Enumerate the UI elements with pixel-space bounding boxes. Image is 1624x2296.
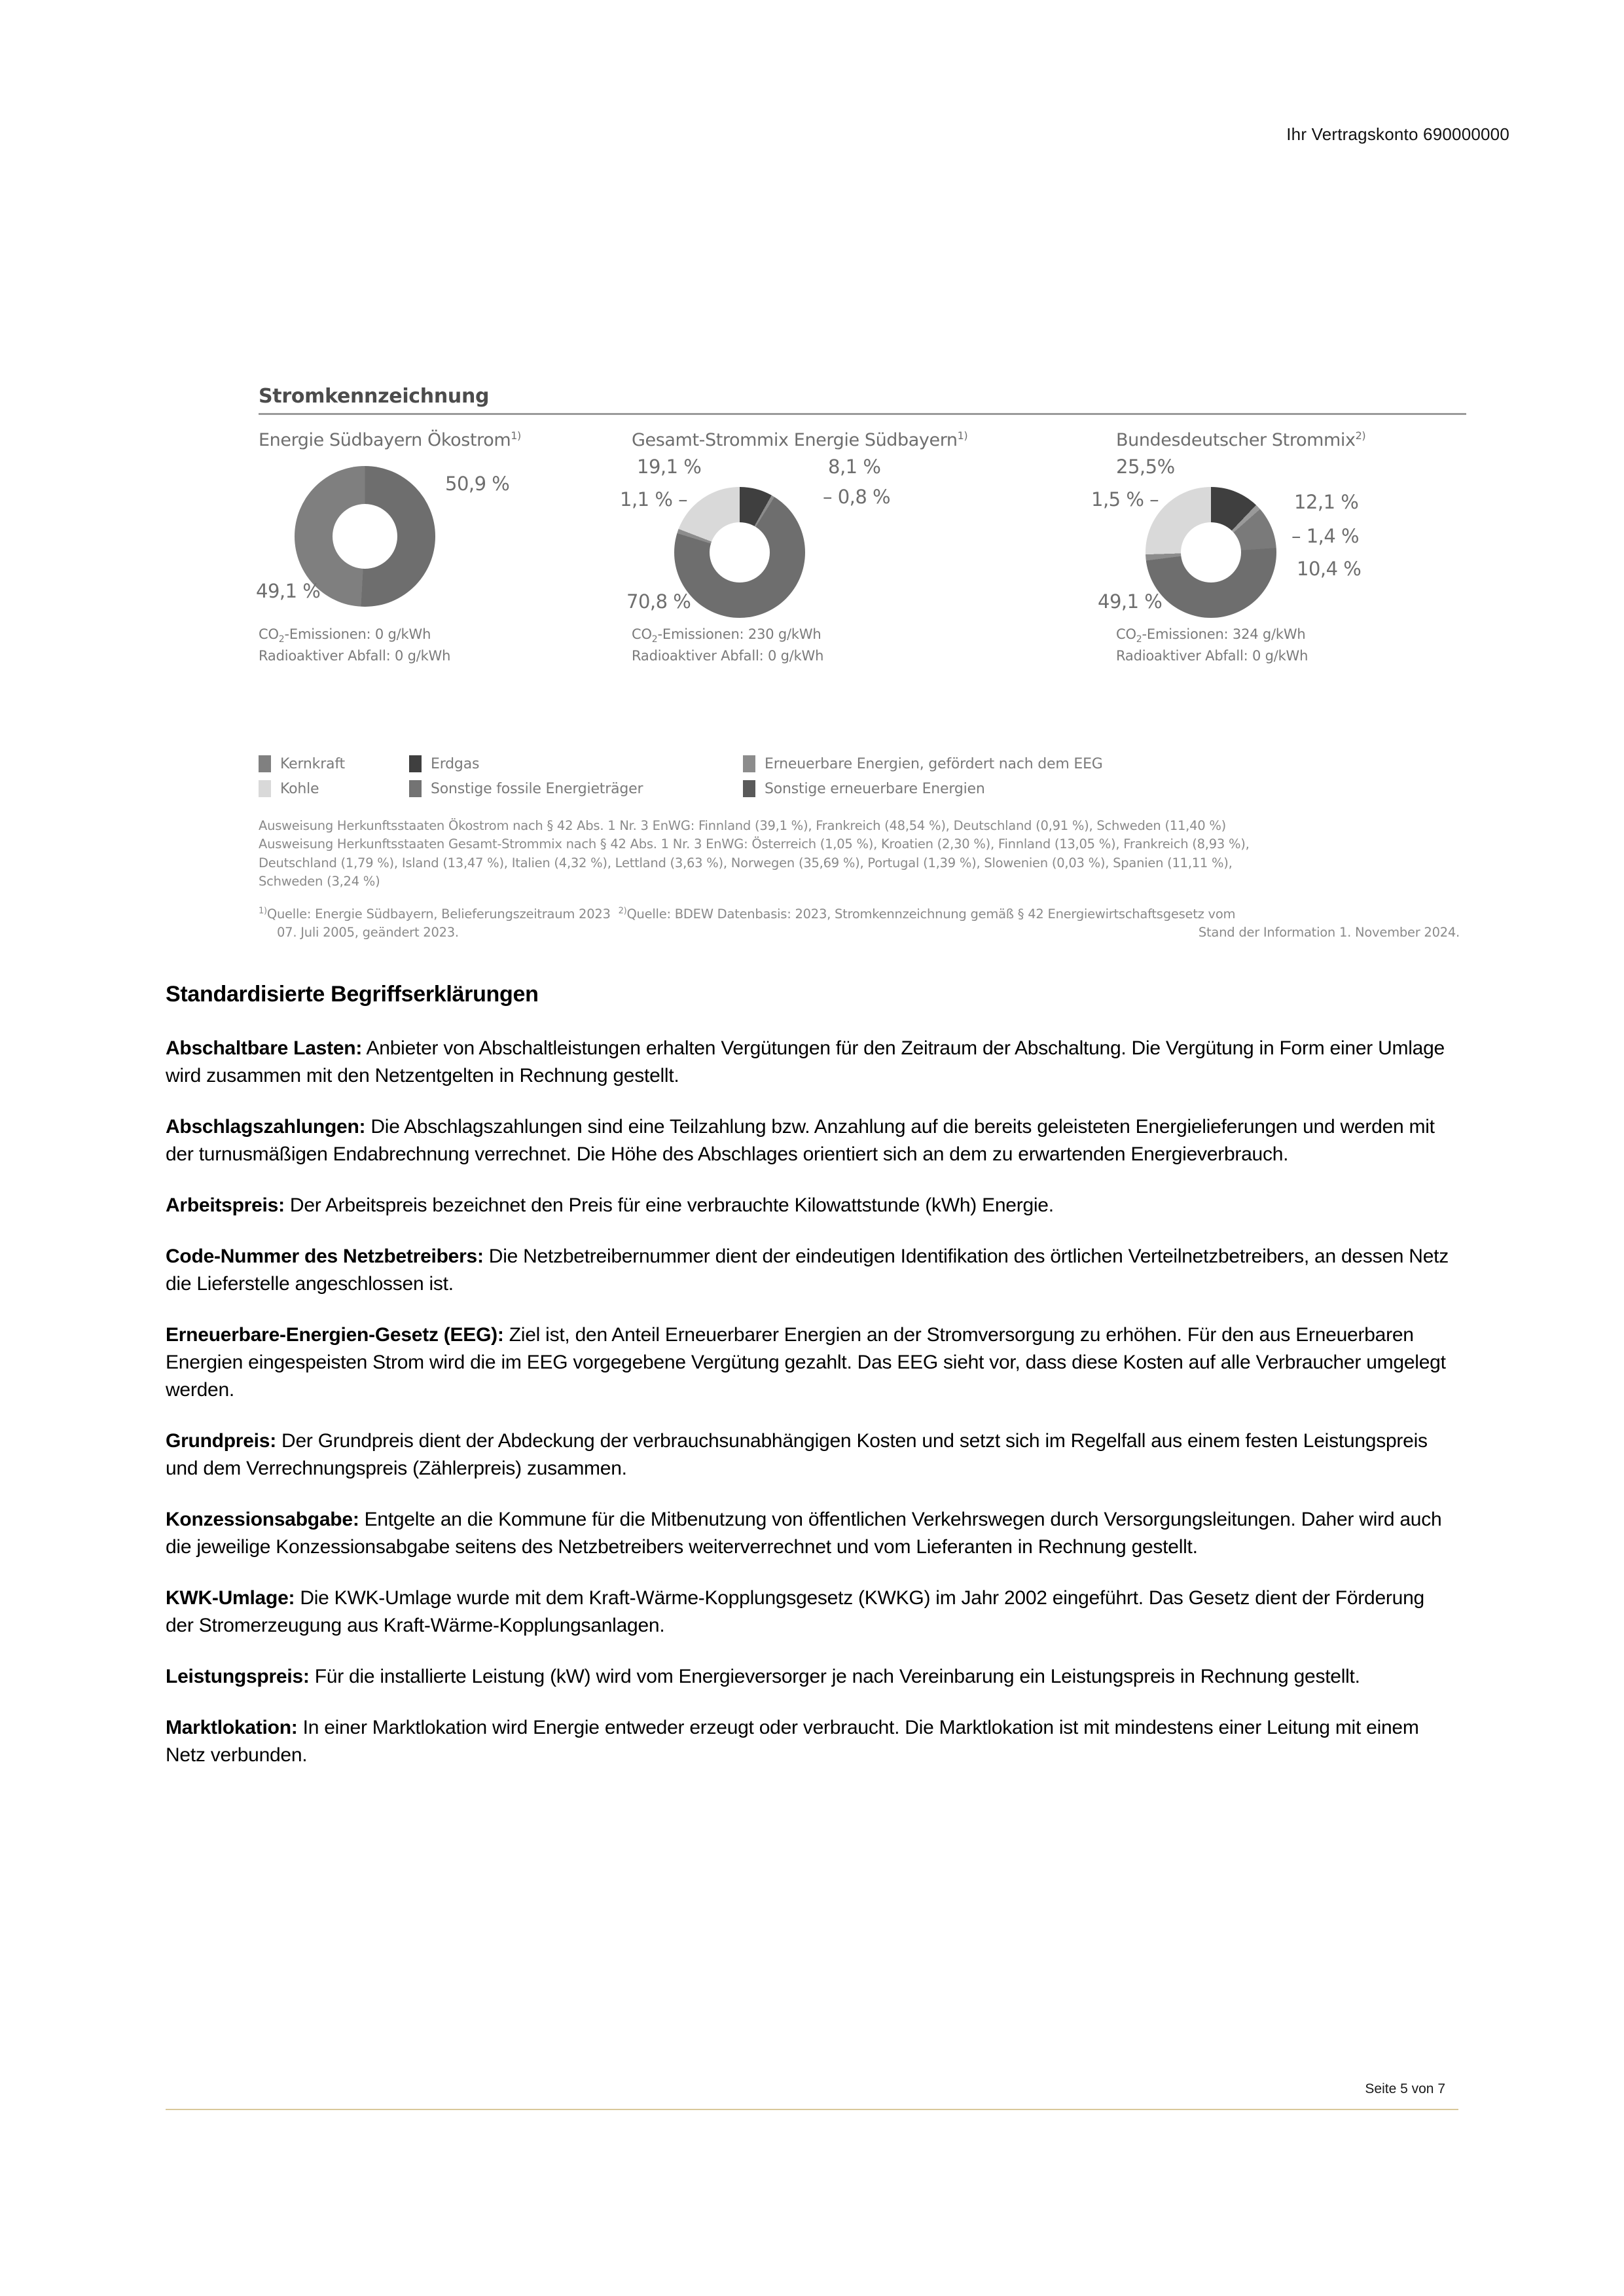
legend-item-sonstige-fossile [409, 780, 743, 797]
chart-2-heading [632, 429, 1116, 450]
legend-item-kernkraft [259, 755, 409, 772]
legend-label-kernkraft: Kernkraft [280, 755, 345, 772]
chart-legend [259, 751, 1466, 801]
glossary-term-abschaltbare-lasten: Abschaltbare Lasten: [166, 1037, 363, 1059]
chart-column-oekostrom [256, 429, 632, 666]
chart-2-co2-prefix: CO [632, 626, 652, 642]
chart-1-co2-subscript: 2 [278, 634, 285, 645]
legend-label-sonstige-fossile: Sonstige fossile Energieträger [431, 780, 643, 797]
glossary-text-abschlagszahlungen: Die Abschlagszahlungen sind eine Teilzahlung bzw. Anzahlung auf die bereits geleisteten Energielieferungen und werden mit der turnusmäßigen Endabrechnung verrechnet. Die Höhe des Abschlages orientiert sich an dem zu erwartenden Energieverbrauch. [166, 1116, 1435, 1165]
contract-account-header: Ihr Vertragskonto 690000000 [1286, 124, 1509, 144]
stromkennzeichnung-divider [259, 413, 1466, 415]
stromkennzeichnung-panel [256, 385, 1466, 666]
chart-column-gesamtmix [620, 429, 1116, 666]
glossary-text-code-nummer: Die Netzbetreibernummer dient der eindeutigen Identifikation des örtlichen Verteilnetzbetreibers, an dessen Netz die Lieferstelle angeschlossen ist. [166, 1246, 1449, 1295]
chart-2-label-708: 70,8 % [626, 590, 691, 613]
glossary-text-eeg: Ziel ist, den Anteil Erneuerbarer Energien an der Stromversorgung zu erhöhen. Für den aus Erneuerbaren Energien eingespeisten Strom wird die im EEG vorgegebene Vergütung gezahlt. Das EEG sieht vor, dass diese Kosten auf alle Verbraucher umgelegt werden. [166, 1324, 1446, 1401]
chart-2-co2-subscript: 2 [651, 634, 658, 645]
chart-3-label-491: 49,1 % [1098, 590, 1163, 613]
chart-3-label-121: 12,1 % [1294, 491, 1359, 513]
glossary-text-kwk-umlage: Die KWK-Umlage wurde mit dem Kraft-Wärme-Kopplungsgesetz (KWKG) im Jahr 2002 eingeführt. Das Gesetz dient der Förderung der Stromerzeugung aus Kraft-Wärme-Kopplungsanlagen. [166, 1587, 1424, 1636]
chart-3-co2-prefix: CO [1116, 626, 1136, 642]
glossary-entry-arbeitspreis [166, 1192, 1449, 1219]
glossary-term-konzessionsabgabe: Konzessionsabgabe: [166, 1509, 359, 1530]
chart-1-donut-area [256, 454, 632, 621]
chart-1-co2-rest: -Emissionen: 0 g/kWh [284, 626, 431, 642]
glossary-title: Standardisierte Begriffserklärungen [166, 982, 539, 1007]
legend-label-eeg: Erneuerbare Energien, gefördert nach dem EEG [765, 755, 1103, 772]
legend-item-sonstige-erneuerbare [743, 780, 1201, 797]
source-1-marker: 1) [259, 906, 267, 916]
chart-3-footnote-marker: 2) [1355, 429, 1366, 442]
legend-swatch-sonstige-erneuerbare-icon [743, 780, 755, 797]
chart-1-co2-line [259, 625, 632, 647]
chart-3-waste-line: Radioaktiver Abfall: 0 g/kWh [1116, 648, 1308, 664]
legend-label-kohle: Kohle [280, 780, 319, 797]
glossary-entry-marktlokation [166, 1714, 1449, 1769]
chart-2-label-11: 1,1 % – [620, 488, 688, 511]
legend-item-erdgas [409, 755, 743, 772]
source-1-text: Quelle: Energie Südbayern, Belieferungszeitraum 2023 [266, 906, 611, 922]
stand-der-information: Stand der Information 1. November 2024. [1198, 925, 1460, 941]
chart-1-co2-prefix: CO [259, 626, 279, 642]
glossary-term-grundpreis: Grundpreis: [166, 1430, 276, 1452]
legend-row-1 [259, 751, 1466, 776]
herkunftsstaaten-footnotes [259, 817, 1470, 891]
glossary-entry-leistungspreis [166, 1663, 1449, 1691]
chart-3-co2-line [1116, 625, 1466, 647]
legend-swatch-kernkraft-icon [259, 755, 271, 772]
glossary-term-code-nummer: Code-Nummer des Netzbetreibers: [166, 1246, 484, 1267]
glossary-term-abschlagszahlungen: Abschlagszahlungen: [166, 1116, 366, 1138]
donut-chart-2-hole [710, 522, 770, 583]
legend-swatch-kohle-icon [259, 780, 271, 797]
source-line-2 [259, 924, 1470, 942]
glossary-section [166, 982, 1449, 1793]
chart-3-heading [1116, 429, 1466, 450]
chart-1-emissions [259, 625, 632, 666]
chart-2-co2-line [632, 625, 1116, 647]
legend-swatch-eeg-icon [743, 755, 755, 772]
chart-1-heading [259, 429, 632, 450]
chart-2-label-08: – 0,8 % [823, 486, 891, 508]
chart-2-emissions [632, 625, 1116, 666]
chart-1-label-1: 49,1 % [256, 580, 321, 602]
donut-chart-1-hole [333, 504, 397, 569]
glossary-text-arbeitspreis: Der Arbeitspreis bezeichnet den Preis für eine verbrauchte Kilowattstunde (kWh) Energie. [284, 1194, 1054, 1216]
chart-1-waste-line: Radioaktiver Abfall: 0 g/kWh [259, 648, 451, 664]
chart-column-bundesmix [1091, 429, 1466, 666]
donut-chart-3-hole [1181, 522, 1241, 583]
chart-3-label-15: 1,5 % – [1091, 488, 1159, 511]
footer-divider [166, 2109, 1458, 2110]
chart-2-donut-area [620, 454, 1116, 621]
chart-3-label-255: 25,5% [1116, 456, 1175, 478]
legend-item-kohle [259, 780, 409, 797]
glossary-entry-abschlagszahlungen [166, 1113, 1449, 1168]
source-2-continuation: 07. Juli 2005, geändert 2023. [277, 925, 459, 941]
glossary-term-kwk-umlage: KWK-Umlage: [166, 1587, 295, 1609]
legend-swatch-sonstige-fossile-icon [409, 780, 422, 797]
legend-label-sonstige-erneuerbare: Sonstige erneuerbare Energien [765, 780, 985, 797]
legend-row-2 [259, 776, 1466, 801]
legend-label-erdgas: Erdgas [431, 755, 480, 772]
chart-2-footnote-marker: 1) [957, 429, 968, 442]
glossary-text-leistungspreis: Für die installierte Leistung (kW) wird vom Energieversorger je nach Vereinbarung ein Leistungspreis in Rechnung gestellt. [309, 1666, 1360, 1687]
glossary-entry-eeg [166, 1321, 1449, 1404]
glossary-text-marktlokation: In einer Marktlokation wird Energie entweder erzeugt oder verbraucht. Die Marktlokation ist mit mindestens einer Leitung mit einem Netz verbunden. [166, 1717, 1419, 1766]
page-footer [166, 2081, 1458, 2110]
legend-item-eeg [743, 755, 1201, 772]
chart-3-label-104: 10,4 % [1297, 558, 1362, 580]
chart-2-label-19: 19,1 % [637, 456, 702, 478]
chart-2-heading-text: Gesamt-Strommix Energie Südbayern [632, 430, 958, 450]
chart-3-co2-rest: -Emissionen: 324 g/kWh [1142, 626, 1306, 642]
glossary-term-marktlokation: Marktlokation: [166, 1717, 298, 1738]
footnote-line-1: Ausweisung Herkunftsstaaten Ökostrom nach § 42 Abs. 1 Nr. 3 EnWG: Finnland (39,1 %), Frankreich (48,54 %), Deutschland (0,91 %), Schweden (11,40 %) [259, 818, 1226, 833]
page-number: Seite 5 von 7 [1365, 2081, 1445, 2096]
chart-3-heading-text: Bundesdeutscher Strommix [1116, 430, 1356, 450]
chart-columns [256, 429, 1466, 666]
footnote-line-3: Deutschland (1,79 %), Island (13,47 %), Italien (4,32 %), Lettland (3,63 %), Norwegen (35,69 %), Portugal (1,39 %), Slowenien (0,03 %), Spanien (11,11 %), [259, 855, 1233, 870]
glossary-entry-abschaltbare-lasten [166, 1035, 1449, 1090]
glossary-entry-konzessionsabgabe [166, 1506, 1449, 1561]
footnote-line-2: Ausweisung Herkunftsstaaten Gesamt-Strommix nach § 42 Abs. 1 Nr. 3 EnWG: Österreich (1,05 %), Kroatien (2,30 %), Finnland (13,05 %), Frankreich (8,93 %), [259, 836, 1250, 852]
glossary-entry-code-nummer [166, 1243, 1449, 1298]
glossary-entry-grundpreis [166, 1427, 1449, 1482]
footnote-line-4: Schweden (3,24 %) [259, 873, 380, 889]
glossary-text-grundpreis: Der Grundpreis dient der Abdeckung der verbrauchsunabhängigen Kosten und setzt sich im Regelfall aus einem festen Leistungspreis und dem Verrechnungspreis (Zählerpreis) zusammen. [166, 1430, 1428, 1479]
glossary-term-arbeitspreis: Arbeitspreis: [166, 1194, 285, 1216]
chart-1-heading-text: Energie Südbayern Ökostrom [259, 430, 511, 450]
chart-2-label-81: 8,1 % [828, 456, 881, 478]
glossary-entry-kwk-umlage [166, 1585, 1449, 1640]
chart-1-footnote-marker: 1) [511, 429, 521, 442]
stromkennzeichnung-title: Stromkennzeichnung [259, 385, 490, 408]
source-2-marker: 2) [618, 906, 627, 916]
chart-3-donut-area [1091, 454, 1466, 621]
chart-3-label-14: – 1,4 % [1291, 525, 1360, 547]
glossary-text-abschaltbare-lasten: Anbieter von Abschaltleistungen erhalten Vergütungen für den Zeitraum der Abschaltung. Die Vergütung in Form einer Umlage wird zusammen mit den Netzentgelten in Rechnung gestellt. [166, 1037, 1445, 1086]
source-line-1 [259, 905, 1470, 924]
glossary-term-eeg: Erneuerbare-Energien-Gesetz (EEG): [166, 1324, 504, 1346]
chart-1-label-0: 50,9 % [445, 473, 510, 495]
legend-swatch-erdgas-icon [409, 755, 422, 772]
chart-2-co2-rest: -Emissionen: 230 g/kWh [657, 626, 821, 642]
source-2-text: Quelle: BDEW Datenbasis: 2023, Stromkennzeichnung gemäß § 42 Energiewirtschaftsgesetz vom [626, 906, 1236, 922]
chart-3-emissions [1116, 625, 1466, 666]
source-notes [259, 905, 1470, 942]
chart-3-co2-subscript: 2 [1136, 634, 1142, 645]
glossary-term-leistungspreis: Leistungspreis: [166, 1666, 310, 1687]
chart-2-waste-line: Radioaktiver Abfall: 0 g/kWh [632, 648, 824, 664]
glossary-text-konzessionsabgabe: Entgelte an die Kommune für die Mitbenutzung von öffentlichen Verkehrswegen durch Versorgungsleitungen. Daher wird auch die jeweilige Konzessionsabgabe seitens des Netzbetreibers weiterverrechnet und vom Lieferanten in Rechnung gestellt. [166, 1509, 1442, 1558]
